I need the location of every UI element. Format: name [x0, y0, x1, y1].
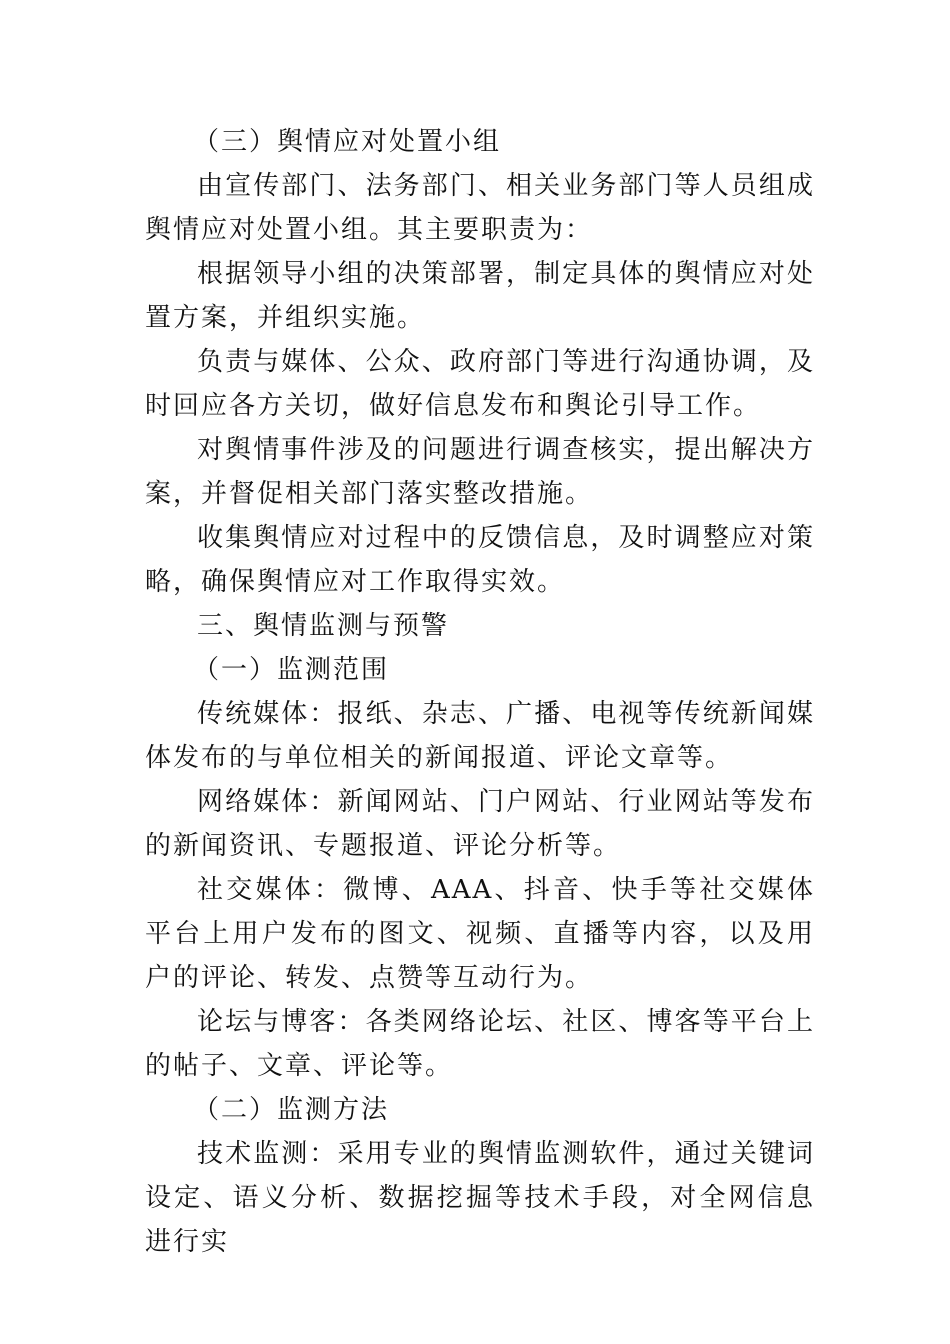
- paragraph: 传统媒体：报纸、杂志、广播、电视等传统新闻媒体发布的与单位相关的新闻报道、评论文章等。: [145, 699, 815, 773]
- subheading-monitoring-scope: （一）监测范围: [193, 655, 390, 685]
- paragraph: 根据领导小组的决策部署，制定具体的舆情应对处置方案，并组织实施。: [145, 259, 815, 333]
- paragraph: 对舆情事件涉及的问题进行调查核实，提出解决方案，并督促相关部门落实整改措施。: [145, 435, 815, 509]
- subheading-response-group: （三）舆情应对处置小组: [193, 127, 502, 157]
- paragraph: 技术监测：采用专业的舆情监测软件，通过关键词设定、语义分析、数据挖掘等技术手段，对全网信息进行实: [145, 1139, 815, 1257]
- paragraph: 社交媒体：微博、AAA、抖音、快手等社交媒体平台上用户发布的图文、视频、直播等内容，以及用户的评论、转发、点赞等互动行为。: [145, 875, 815, 993]
- paragraph: 网络媒体：新闻网站、门户网站、行业网站等发布的新闻资讯、专题报道、评论分析等。: [145, 787, 815, 861]
- paragraph: 论坛与博客：各类网络论坛、社区、博客等平台上的帖子、文章、评论等。: [145, 1007, 815, 1081]
- section-heading-monitoring: 三、舆情监测与预警: [197, 611, 450, 641]
- subheading-monitoring-method: （二）监测方法: [193, 1095, 390, 1125]
- document-body: [145, 120, 815, 1264]
- paragraph: 负责与媒体、公众、政府部门等进行沟通协调，及时回应各方关切，做好信息发布和舆论引导工作。: [145, 347, 815, 421]
- paragraph: 收集舆情应对过程中的反馈信息，及时调整应对策略，确保舆情应对工作取得实效。: [145, 523, 815, 597]
- paragraph: 由宣传部门、法务部门、相关业务部门等人员组成舆情应对处置小组。其主要职责为：: [145, 171, 815, 245]
